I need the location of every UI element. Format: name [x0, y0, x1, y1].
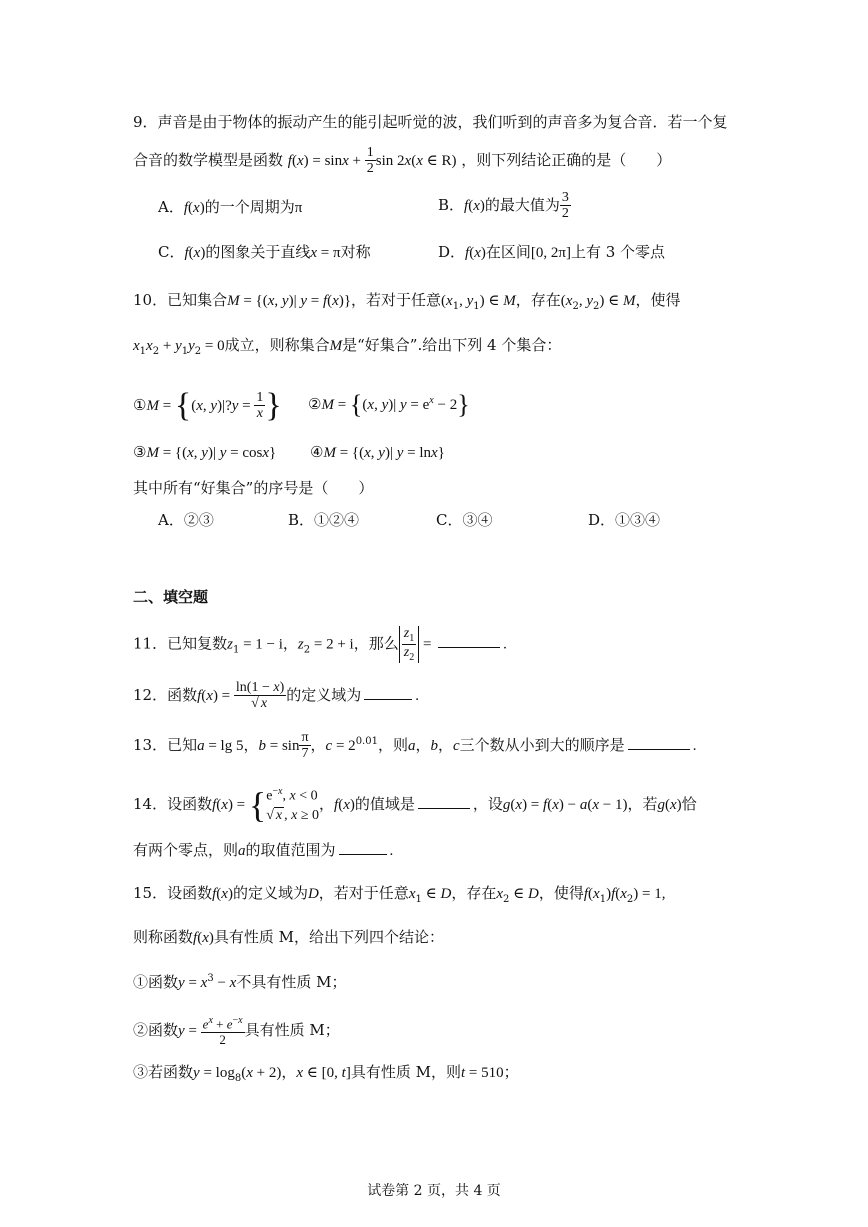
q10-item2: ②M = {(x, y)| $y = e^x - 2$} [308, 390, 470, 419]
q15-item2: ②函数y = $\frac{e^x + e^{-x}}{2}$ 具有性质 M； [133, 1015, 340, 1047]
q10-option-a: A．②③ [158, 511, 214, 529]
q11: 11．已知复数$z_1 = 1 - i$，$z_2 = 2 + i$，那么 $\frac{z_1}{z_2}$ = . [133, 626, 507, 663]
q10-item4: ④M = {(x, y)| y = lnx} [310, 443, 445, 461]
q10-line1: 10．已知集合M = {(x, y)| y = f(x)}，若对于任意($x_1$, $y_1$) ∈ M，存在($x_2$, $y_2$) ∈ M，使得 [133, 291, 681, 312]
answer-blank [364, 698, 412, 700]
q10-option-c: C．③④ [436, 511, 493, 529]
q15-item1: ①函数$y = x^3 - x$不具有性质 M； [133, 973, 347, 991]
q12: 12．函数f(x) = $\frac{\ln(1 - x)}{√ x}$ 的定义域为 . [133, 680, 420, 712]
q14-line2: 有两个零点，则a的取值范围为 . [133, 841, 394, 859]
q14-line1: 14．设函数f(x) = { $e^{-x}$, x < 0 √ x , x ≥ 0 ，f(x)的值域是 ，设g(x) = f(x) − a(x − 1)，若g(x)恰 [133, 785, 697, 825]
q10-item3: ③M = {(x, y)| y = cosx} [133, 443, 277, 461]
fraction: $\frac{1}{2}$ [366, 145, 374, 177]
q9-text: ，则下列结论正确的是（ ） [461, 150, 672, 169]
page-footer: 试卷第 2 页，共 4 页 [367, 1183, 501, 1199]
q10-item1: ①M = {(x, y)|?y = $\frac{1}{x}$ } [133, 387, 282, 424]
q9-option-d: D．f(x)在区间[0, 2π]上有 3 个零点 [438, 243, 666, 261]
q9-text: 合音的数学模型是函数 [133, 150, 284, 169]
answer-blank [628, 748, 690, 750]
answer-blank [438, 646, 500, 648]
q10-option-d: D．①③④ [588, 511, 661, 529]
q13: 13．已知a = lg 5，b = sin $\frac{\pi}{7}$ ，$c = 2^{0.01}$，则a，b，c三个数从小到大的顺序是 . [133, 730, 697, 762]
q10-line2: $x_1x_2 + y_1y_2 = 0$成立，则称集合M是“好集合”.给出下列 4 个集合： [133, 336, 562, 357]
q9-option-b: B．f(x)的最大值为 $\frac{3}{2}$ [438, 190, 569, 222]
q15-item3: ③若函数$y = \log_8(x + 2)$，x ∈ [0, t]具有性质 M，则t = 510； [133, 1063, 519, 1084]
answer-blank [418, 807, 470, 809]
q15-line2: 则称函数f(x)具有性质 M，给出下列四个结论： [133, 928, 444, 946]
q9-option-c: C．f(x)的图象关于直线x = π对称 [158, 243, 371, 261]
q9-option-a: A．f(x)的一个周期为π [158, 198, 303, 216]
section-title: 二、填空题 [133, 588, 209, 606]
q10-question: 其中所有“好集合”的序号是（ ） [133, 479, 374, 497]
q9-line1: 9．声音是由于物体的振动产生的能引起听觉的波，我们听到的声音多为复合音．若一个复 [133, 113, 728, 131]
q9-line2: 合音的数学模型是函数 f(x) = sinx + $\frac{1}{2}$ sin 2x(x ∈ R) ，则下列结论正确的是（ ） [133, 145, 672, 177]
q15-line1: 15．设函数f(x)的定义域为D，若对于任意$x_1$ ∈ D，存在$x_2$ ∈ D，使得$f(x_1)f(x_2) = 1$, [133, 884, 666, 905]
q10-option-b: B．①②④ [288, 511, 360, 529]
answer-blank [339, 853, 387, 855]
math: f [287, 152, 292, 169]
